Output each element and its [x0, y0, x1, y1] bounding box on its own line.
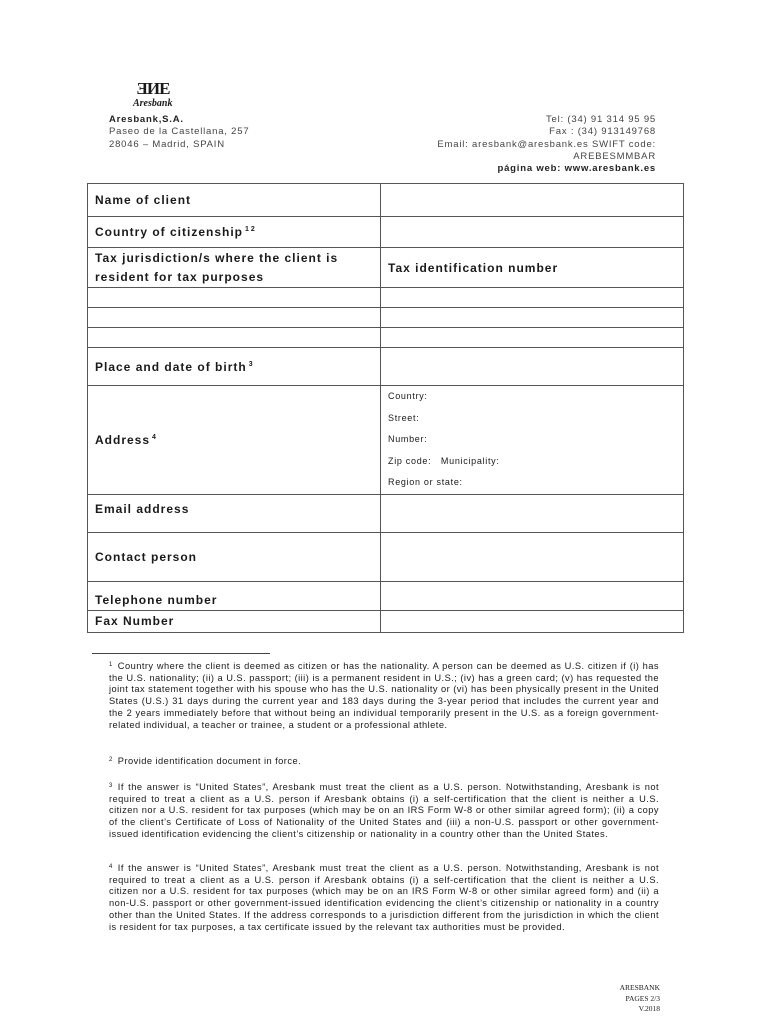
address-country-label: Country: — [388, 391, 428, 401]
footnote-2 — [109, 755, 659, 768]
place-date-of-birth-label: Place and date of birth $^3$ — [88, 348, 381, 386]
footer-bank-name: ARESBANK — [619, 983, 660, 992]
bank-email-swift: Email: aresbank@aresbank.es SWIFT code: — [437, 138, 656, 150]
bank-contact-block — [437, 114, 656, 175]
footnote-3 — [109, 781, 659, 841]
footnote-4-number: 4 — [109, 864, 113, 870]
footnote-1-number: 1 — [109, 662, 113, 668]
telephone-number-label: Telephone number — [88, 581, 381, 610]
tax-jurisdiction-header: Tax jurisdiction/s where the client is resident for tax purposes — [88, 248, 381, 288]
address-street-label: Street: — [388, 412, 420, 423]
footnote-ref-3: 3 — [248, 360, 253, 368]
address-label: Address $^4$ — [88, 386, 381, 495]
footer-page-number: PAGES 2/3 — [625, 993, 660, 1003]
address-zip-municipality-label: Zip code: Municipality: — [388, 455, 500, 466]
email-address-field[interactable] — [381, 494, 684, 532]
address-number-label: Number: — [388, 434, 428, 445]
bank-website: página web: www.aresbank.es — [497, 163, 656, 175]
footnote-ref-4: 4 — [152, 433, 156, 441]
contact-person-label: Contact person — [88, 532, 381, 581]
footnote-1 — [109, 660, 659, 731]
address-field[interactable] — [381, 386, 684, 495]
aresbank-logo-wordmark: Aresbank — [133, 98, 173, 109]
tax-identification-number-header: Tax identification number — [381, 248, 684, 288]
client-information-table — [87, 183, 684, 633]
fax-number-field[interactable] — [381, 610, 684, 632]
footnote-2-number: 2 — [109, 757, 113, 763]
tax-jurisdiction-field-3[interactable] — [88, 328, 381, 348]
email-address-label: Email address — [88, 494, 381, 532]
tax-id-field-1[interactable] — [381, 288, 684, 308]
footnote-separator — [92, 653, 270, 654]
bank-city: 28046 – Madrid, SPAIN — [109, 138, 225, 150]
bank-fax: Fax : (34) 913149768 — [549, 126, 656, 138]
bank-street: Paseo de la Castellana, 257 — [109, 126, 250, 138]
footnote-4 — [109, 862, 659, 933]
fax-number-label: Fax Number — [88, 610, 381, 632]
country-of-citizenship-label: Country of citizenship $^{1 2}$ — [88, 217, 381, 248]
bank-address-block — [109, 114, 249, 151]
bank-name: Aresbank,S.A. — [109, 114, 184, 125]
name-of-client-label: Name of client — [88, 184, 381, 217]
name-of-client-field[interactable] — [381, 184, 684, 217]
contact-person-field[interactable] — [381, 532, 684, 581]
address-region-label: Region or state: — [388, 477, 463, 488]
aresbank-logo-mark: ƎИE — [136, 79, 170, 98]
footer-version: V.2018 — [638, 1004, 660, 1013]
footnote-ref-1-2: 1 2 — [245, 226, 255, 233]
bank-telephone: Tel: (34) 91 314 95 95 — [545, 114, 656, 125]
tax-id-field-3[interactable] — [381, 328, 684, 348]
footnote-3-text: If the answer is “United States”, Aresbank must treat the client as a U.S. person. Notwithstanding, Aresbank is not required to treat a client as a U.S. person if Aresbank obtains (i) a self-certification that the client is neither a U.S. citizen nor a U.S. resident for tax purposes (which may be on an IRS Form W-8 or other similar agreed form); (ii) a copy of the client’s Certificate of Loss of Nationality of the United States and (iii) a non-U.S. passport or other government-issued identification evidencing the client’s citizenship or nationality in a country other than the United States. — [109, 782, 659, 839]
footnote-2-text: Provide identification document in force. — [117, 756, 302, 766]
footnote-3-number: 3 — [109, 783, 113, 789]
page-footer — [620, 983, 660, 1015]
bank-swift-code: AREBESMMBAR — [573, 150, 656, 162]
place-date-of-birth-field[interactable] — [381, 348, 684, 386]
tax-id-field-2[interactable] — [381, 308, 684, 328]
country-of-citizenship-field[interactable] — [381, 217, 684, 248]
footnote-1-text: Country where the client is deemed as citizen or has the nationality. A person can be deemed as U.S. citizen if (i) has the U.S. nationality; (ii) a U.S. passport; (iii) is a permanent resident in U.S.; (iv) has a green card; (v) has requested the joint tax statement together with his spouse who has the U.S. nationality or (vi) has been physically present in the United States (U.S.) 31 days during the current year and 183 days during the 3-year period that includes the current year and the 2 years immediately before that without being an individual temporarily present in the U.S. as a foreign government-related individual, a teacher or trainee, a student or a professional athlete. — [109, 661, 659, 730]
telephone-number-field[interactable] — [381, 581, 684, 610]
tax-jurisdiction-field-1[interactable] — [88, 288, 381, 308]
tax-jurisdiction-field-2[interactable] — [88, 308, 381, 328]
footnote-4-text: If the answer is “United States”, Aresbank must treat the client as a U.S. person. Notwithstanding, Aresbank is not required to treat a client as a U.S. person if Aresbank obtains (i) a self-certification that the client is neither a U.S. citizen nor a U.S. resident for tax purposes (which may be on an IRS Form W-8 or other similar agreed form) and (ii) a non-U.S. passport or other government-issued identification evidencing the client’s citizenship or nationality in a country other than the United States. If the address corresponds to a jurisdiction different from the jurisdiction in which the client is resident for tax purposes, a tax certificate issued by the relevant tax authorities must be provided. — [109, 863, 659, 932]
